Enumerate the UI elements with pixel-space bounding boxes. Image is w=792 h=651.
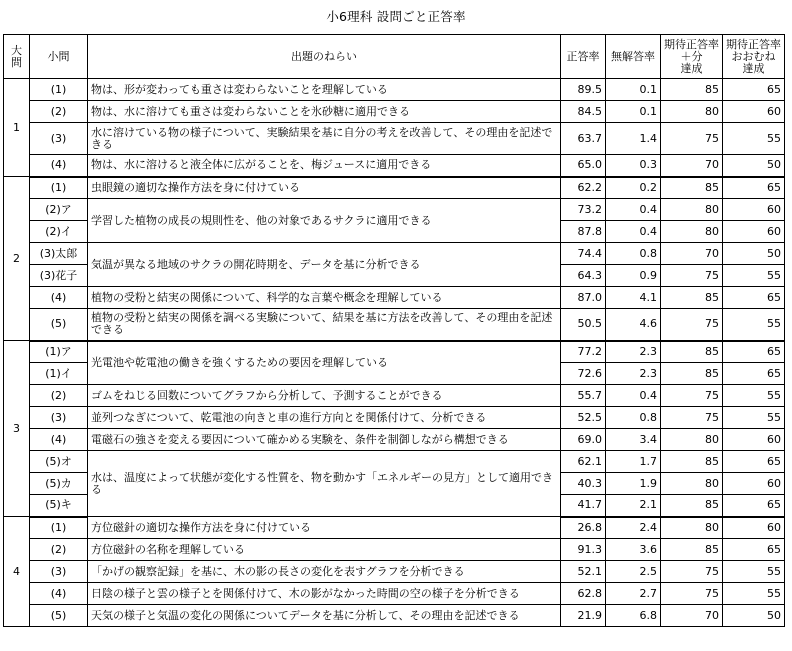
shomon-cell: (5)キ xyxy=(30,495,88,517)
correct-rate-cell: 65.0 xyxy=(561,155,606,177)
no-answer-rate-cell: 1.9 xyxy=(606,473,661,495)
correct-rate-cell: 52.5 xyxy=(561,407,606,429)
no-answer-rate-cell: 0.4 xyxy=(606,385,661,407)
expected-sufficient-cell: 80 xyxy=(661,517,723,539)
no-answer-rate-cell: 3.4 xyxy=(606,429,661,451)
expected-mostly-cell: 65 xyxy=(723,79,785,101)
aim-cell: 並列つなぎについて、乾電池の向きと車の進行方向とを関係付けて、分析できる xyxy=(88,407,561,429)
expected-sufficient-cell: 80 xyxy=(661,429,723,451)
expected-mostly-cell: 55 xyxy=(723,583,785,605)
expected-sufficient-cell: 75 xyxy=(661,123,723,155)
table-row xyxy=(4,243,785,265)
no-answer-rate-cell: 0.9 xyxy=(606,265,661,287)
expected-mostly-cell: 60 xyxy=(723,429,785,451)
header-no-answer-rate: 無解答率 xyxy=(606,35,661,79)
correct-rate-cell: 62.2 xyxy=(561,177,606,199)
aim-cell: 光電池や乾電池の働きを強くするための要因を理解している xyxy=(88,341,561,385)
table-row xyxy=(4,199,785,221)
correct-rate-cell: 69.0 xyxy=(561,429,606,451)
expected-sufficient-cell: 75 xyxy=(661,407,723,429)
header-expected-sufficient-line3: 達成 xyxy=(680,61,703,75)
aim-cell: ゴムをねじる回数についてグラフから分析して、予測することができる xyxy=(88,385,561,407)
header-row xyxy=(4,35,785,79)
correct-rate-cell: 21.9 xyxy=(561,605,606,627)
correct-rate-cell: 52.1 xyxy=(561,561,606,583)
no-answer-rate-cell: 0.3 xyxy=(606,155,661,177)
aim-cell: 学習した植物の成長の規則性を、他の対象であるサクラに適用できる xyxy=(88,199,561,243)
shomon-cell: (5)カ xyxy=(30,473,88,495)
expected-sufficient-cell: 70 xyxy=(661,605,723,627)
shomon-cell: (1)イ xyxy=(30,363,88,385)
table-row xyxy=(4,539,785,561)
expected-sufficient-cell: 85 xyxy=(661,451,723,473)
table-row xyxy=(4,429,785,451)
correct-rate-cell: 73.2 xyxy=(561,199,606,221)
expected-mostly-cell: 65 xyxy=(723,451,785,473)
shomon-cell: (1) xyxy=(30,79,88,101)
expected-sufficient-cell: 80 xyxy=(661,473,723,495)
shomon-cell: (3)太郎 xyxy=(30,243,88,265)
table-row xyxy=(4,407,785,429)
header-expected-sufficient-line1: 期待正答率 xyxy=(664,37,719,51)
expected-mostly-cell: 60 xyxy=(723,473,785,495)
expected-mostly-cell: 60 xyxy=(723,199,785,221)
correct-rate-cell: 63.7 xyxy=(561,123,606,155)
aim-cell: 日陰の様子と雲の様子とを関係付けて、木の影がなかった時間の空の様子を分析できる xyxy=(88,583,561,605)
correct-rate-cell: 64.3 xyxy=(561,265,606,287)
correct-rate-cell: 55.7 xyxy=(561,385,606,407)
header-expected-mostly-line2: おおむね xyxy=(731,49,776,63)
expected-sufficient-cell: 80 xyxy=(661,199,723,221)
no-answer-rate-cell: 1.7 xyxy=(606,451,661,473)
expected-sufficient-cell: 75 xyxy=(661,265,723,287)
correct-rate-cell: 62.1 xyxy=(561,451,606,473)
expected-sufficient-cell: 80 xyxy=(661,221,723,243)
header-expected-mostly-line1: 期待正答率 xyxy=(726,37,781,51)
header-daimon: 大問 xyxy=(4,35,30,79)
table-row xyxy=(4,309,785,341)
shomon-cell: (3)花子 xyxy=(30,265,88,287)
no-answer-rate-cell: 3.6 xyxy=(606,539,661,561)
table-row xyxy=(4,385,785,407)
correct-rate-cell: 84.5 xyxy=(561,101,606,123)
table-row xyxy=(4,517,785,539)
correct-rate-cell: 62.8 xyxy=(561,583,606,605)
shomon-cell: (2) xyxy=(30,101,88,123)
shomon-cell: (3) xyxy=(30,123,88,155)
table-row xyxy=(4,583,785,605)
header-expected-sufficient-line2: ＋分 xyxy=(680,49,703,63)
no-answer-rate-cell: 2.3 xyxy=(606,363,661,385)
shomon-cell: (2) xyxy=(30,539,88,561)
table-row xyxy=(4,341,785,363)
aim-cell: 物は、水に溶けても重さは変わらないことを氷砂糖に適用できる xyxy=(88,101,561,123)
table-row xyxy=(4,177,785,199)
aim-cell: 天気の様子と気温の変化の関係についてデータを基に分析して、その理由を記述できる xyxy=(88,605,561,627)
expected-sufficient-cell: 70 xyxy=(661,155,723,177)
results-table xyxy=(3,34,785,627)
no-answer-rate-cell: 1.4 xyxy=(606,123,661,155)
aim-cell: 方位磁針の名称を理解している xyxy=(88,539,561,561)
expected-mostly-cell: 60 xyxy=(723,221,785,243)
table-row xyxy=(4,79,785,101)
expected-sufficient-cell: 75 xyxy=(661,561,723,583)
aim-cell: 水は、温度によって状態が変化する性質を、物を動かす「エネルギーの見方」として適用できる xyxy=(88,451,561,517)
table-row xyxy=(4,123,785,155)
no-answer-rate-cell: 6.8 xyxy=(606,605,661,627)
shomon-cell: (1) xyxy=(30,517,88,539)
shomon-cell: (5) xyxy=(30,605,88,627)
correct-rate-cell: 72.6 xyxy=(561,363,606,385)
aim-cell: 虫眼鏡の適切な操作方法を身に付けている xyxy=(88,177,561,199)
expected-sufficient-cell: 85 xyxy=(661,363,723,385)
correct-rate-cell: 74.4 xyxy=(561,243,606,265)
shomon-cell: (2) xyxy=(30,385,88,407)
shomon-cell: (1)ア xyxy=(30,341,88,363)
shomon-cell: (5) xyxy=(30,309,88,341)
shomon-cell: (5)オ xyxy=(30,451,88,473)
expected-mostly-cell: 55 xyxy=(723,385,785,407)
shomon-cell: (4) xyxy=(30,155,88,177)
no-answer-rate-cell: 2.7 xyxy=(606,583,661,605)
expected-mostly-cell: 55 xyxy=(723,561,785,583)
no-answer-rate-cell: 4.6 xyxy=(606,309,661,341)
expected-sufficient-cell: 85 xyxy=(661,341,723,363)
expected-mostly-cell: 65 xyxy=(723,495,785,517)
shomon-cell: (3) xyxy=(30,561,88,583)
shomon-cell: (2)イ xyxy=(30,221,88,243)
shomon-cell: (4) xyxy=(30,583,88,605)
expected-mostly-cell: 65 xyxy=(723,177,785,199)
expected-mostly-cell: 65 xyxy=(723,341,785,363)
no-answer-rate-cell: 0.1 xyxy=(606,101,661,123)
no-answer-rate-cell: 0.8 xyxy=(606,243,661,265)
aim-cell: 水に溶けている物の様子について、実験結果を基に自分の考えを改善して、その理由を記述できる xyxy=(88,123,561,155)
header-expected-sufficient xyxy=(661,35,723,79)
correct-rate-cell: 91.3 xyxy=(561,539,606,561)
no-answer-rate-cell: 2.5 xyxy=(606,561,661,583)
aim-cell: 植物の受粉と結実の関係を調べる実験について、結果を基に方法を改善して、その理由を記述できる xyxy=(88,309,561,341)
header-expected-mostly xyxy=(723,35,785,79)
expected-sufficient-cell: 70 xyxy=(661,243,723,265)
header-shomon: 小問 xyxy=(30,35,88,79)
page-title: 小6理科 設問ごと正答率 xyxy=(326,9,466,24)
expected-mostly-cell: 65 xyxy=(723,363,785,385)
expected-sufficient-cell: 75 xyxy=(661,309,723,341)
expected-sufficient-cell: 75 xyxy=(661,385,723,407)
no-answer-rate-cell: 2.1 xyxy=(606,495,661,517)
aim-cell: 方位磁針の適切な操作方法を身に付けている xyxy=(88,517,561,539)
table-row xyxy=(4,561,785,583)
correct-rate-cell: 41.7 xyxy=(561,495,606,517)
correct-rate-cell: 77.2 xyxy=(561,341,606,363)
correct-rate-cell: 89.5 xyxy=(561,79,606,101)
expected-mostly-cell: 65 xyxy=(723,539,785,561)
no-answer-rate-cell: 0.2 xyxy=(606,177,661,199)
expected-mostly-cell: 50 xyxy=(723,155,785,177)
aim-cell: 植物の受粉と結実の関係について、科学的な言葉や概念を理解している xyxy=(88,287,561,309)
aim-cell: 気温が異なる地域のサクラの開花時期を、データを基に分析できる xyxy=(88,243,561,287)
shomon-cell: (3) xyxy=(30,407,88,429)
aim-cell: 電磁石の強さを変える要因について確かめる実験を、条件を制御しながら構想できる xyxy=(88,429,561,451)
expected-mostly-cell: 55 xyxy=(723,407,785,429)
table-row xyxy=(4,155,785,177)
expected-sufficient-cell: 85 xyxy=(661,495,723,517)
table-row xyxy=(4,101,785,123)
expected-sufficient-cell: 80 xyxy=(661,101,723,123)
aim-cell: 物は、形が変わっても重さは変わらないことを理解している xyxy=(88,79,561,101)
correct-rate-cell: 40.3 xyxy=(561,473,606,495)
expected-sufficient-cell: 85 xyxy=(661,79,723,101)
expected-mostly-cell: 55 xyxy=(723,265,785,287)
table-row xyxy=(4,451,785,473)
daimon-cell: 4 xyxy=(4,517,30,627)
shomon-cell: (4) xyxy=(30,429,88,451)
shomon-cell: (4) xyxy=(30,287,88,309)
daimon-cell: 3 xyxy=(4,341,30,517)
correct-rate-cell: 50.5 xyxy=(561,309,606,341)
expected-mostly-cell: 60 xyxy=(723,101,785,123)
expected-mostly-cell: 50 xyxy=(723,243,785,265)
shomon-cell: (1) xyxy=(30,177,88,199)
expected-mostly-cell: 55 xyxy=(723,123,785,155)
no-answer-rate-cell: 0.1 xyxy=(606,79,661,101)
no-answer-rate-cell: 4.1 xyxy=(606,287,661,309)
shomon-cell: (2)ア xyxy=(30,199,88,221)
no-answer-rate-cell: 0.4 xyxy=(606,221,661,243)
no-answer-rate-cell: 0.4 xyxy=(606,199,661,221)
aim-cell: 「かげの観察記録」を基に、木の影の長さの変化を表すグラフを分析できる xyxy=(88,561,561,583)
header-expected-mostly-line3: 達成 xyxy=(742,61,765,75)
aim-cell: 物は、水に溶けると液全体に広がることを、梅ジュースに適用できる xyxy=(88,155,561,177)
expected-sufficient-cell: 85 xyxy=(661,539,723,561)
correct-rate-cell: 87.8 xyxy=(561,221,606,243)
no-answer-rate-cell: 2.4 xyxy=(606,517,661,539)
expected-sufficient-cell: 85 xyxy=(661,177,723,199)
expected-mostly-cell: 65 xyxy=(723,287,785,309)
no-answer-rate-cell: 2.3 xyxy=(606,341,661,363)
table-row xyxy=(4,605,785,627)
no-answer-rate-cell: 0.8 xyxy=(606,407,661,429)
header-correct-rate: 正答率 xyxy=(561,35,606,79)
header-aim: 出題のねらい xyxy=(88,35,561,79)
expected-mostly-cell: 55 xyxy=(723,309,785,341)
daimon-cell: 1 xyxy=(4,79,30,177)
table-row xyxy=(4,287,785,309)
expected-sufficient-cell: 85 xyxy=(661,287,723,309)
expected-mostly-cell: 60 xyxy=(723,517,785,539)
expected-mostly-cell: 50 xyxy=(723,605,785,627)
daimon-cell: 2 xyxy=(4,177,30,341)
correct-rate-cell: 26.8 xyxy=(561,517,606,539)
expected-sufficient-cell: 75 xyxy=(661,583,723,605)
correct-rate-cell: 87.0 xyxy=(561,287,606,309)
